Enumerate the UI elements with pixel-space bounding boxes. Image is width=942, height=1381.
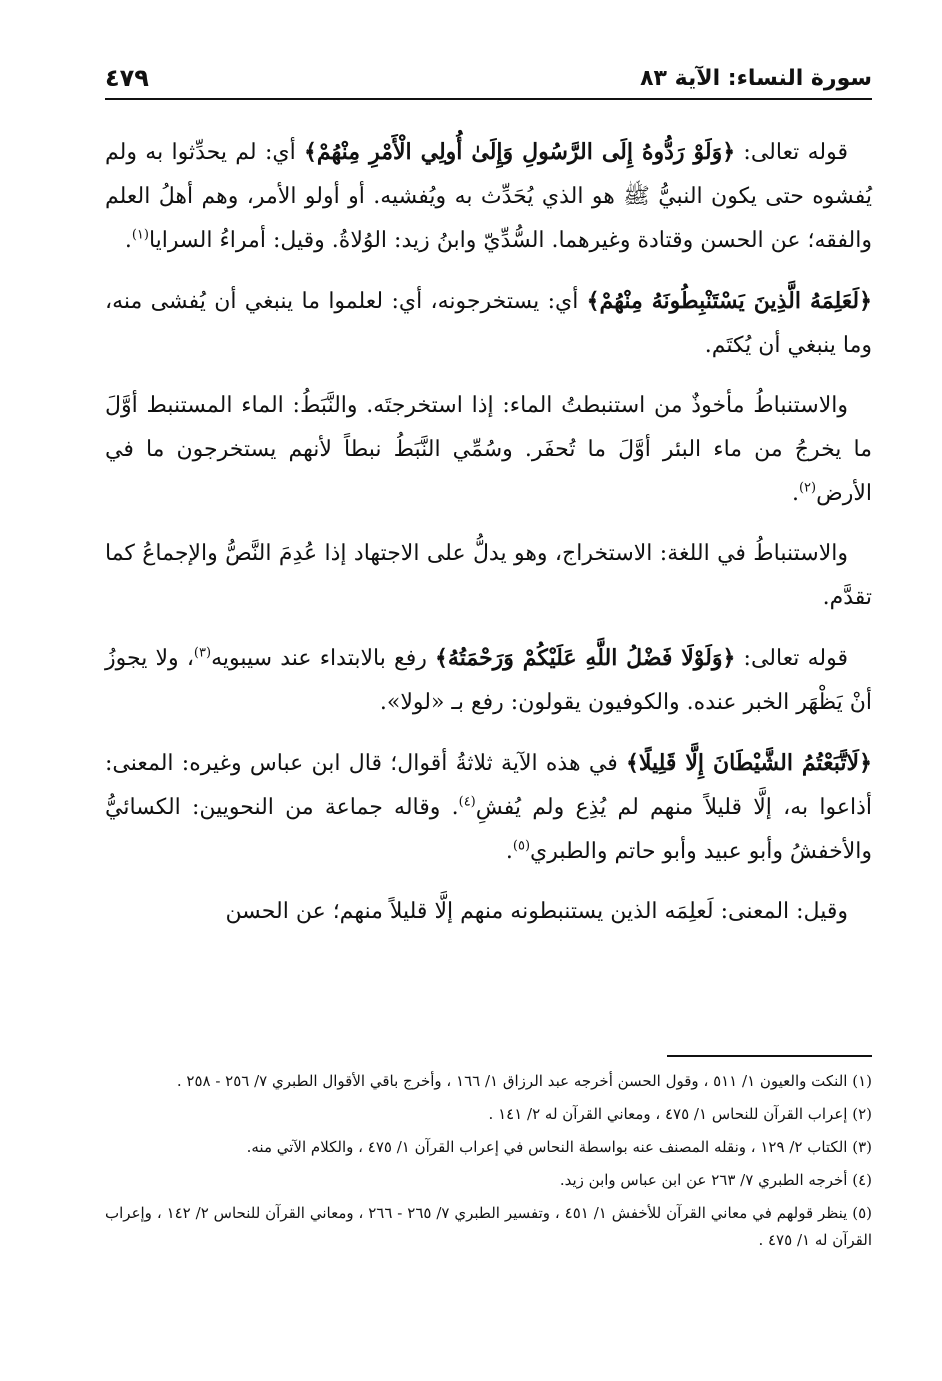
text-run: . xyxy=(505,839,513,864)
text-run: رفع بالابتداء عند سيبويه xyxy=(211,646,436,671)
paragraph xyxy=(105,130,872,263)
text-run: ، ولا يجوزُ أنْ يَظْهَر الخبر عنده. والكوفيون يقولون: رفع بـ «لولا». xyxy=(105,646,872,715)
text-run: وقيل: المعنى: لَعلِمَه الذين يستنبطونه منهم إلَّا قليلاً منهم؛ عن الحسن xyxy=(225,899,848,924)
footnote: (١) النكت والعيون ١/ ٥١١ ، وقول الحسن أخرجه عبد الرزاق ١/ ١٦٦ ، وأخرج باقي الأقوال الطبري ٧/ ٢٥٦ - ٢٥٨ . xyxy=(176,1072,872,1090)
text-run: . xyxy=(791,481,799,506)
quran-verse: ﴿وَلَوْلَا فَضْلُ اللَّهِ عَلَيْكُمْ وَرَحْمَتُهُ﴾ xyxy=(435,645,736,671)
footnote: (٤) أخرجه الطبري ٧/ ٢٦٣ عن ابن عباس وابن زيد. xyxy=(559,1171,872,1189)
footnote-separator xyxy=(667,1055,872,1057)
text-run: . xyxy=(124,228,132,253)
page-header xyxy=(105,58,872,100)
paragraph xyxy=(105,279,872,368)
quran-verse: ﴿وَلَوْ رَدُّوهُ إِلَى الرَّسُولِ وَإِلَىٰ أُولِي الْأَمْرِ مِنْهُمْ﴾ xyxy=(304,139,736,165)
quran-verse: ﴿لَاتَّبَعْتُمُ الشَّيْطَانَ إِلَّا قَلِيلًا﴾ xyxy=(625,750,872,776)
page-number: ٤٧٩ xyxy=(105,64,149,92)
quran-verse: ﴿لَعَلِمَهُ الَّذِينَ يَسْتَنْبِطُونَهُ مِنْهُمْ﴾ xyxy=(586,288,872,314)
text-run: أي: يستخرجونه، أي: لعلموا ما ينبغي أن يُفشى منه، وما ينبغي أن يُكتَم. xyxy=(105,289,872,358)
text-run: والاستنباطُ في اللغة: الاستخراج، وهو يدلُّ على الاجتهاد إذا عُدِمَ النَّصُّ والإجماعُ كما تقدَّم. xyxy=(105,541,872,610)
text-run: في هذه الآية ثلاثةُ أقوال؛ قال ابن عباس وغيره: المعنى: أذاعوا به، إلَّا قليلاً منهم لم يُذِع ولم يُفشِ xyxy=(105,751,872,820)
paragraph xyxy=(105,890,872,934)
main-text xyxy=(105,130,872,950)
paragraph xyxy=(105,384,872,516)
footnote-marker: (٢) xyxy=(798,480,817,496)
footnote-marker: (١) xyxy=(131,227,149,243)
running-title: سورة النساء: الآية ٨٣ xyxy=(640,65,872,91)
paragraph xyxy=(105,532,872,620)
footnotes xyxy=(105,1068,872,1260)
paragraph xyxy=(105,741,872,874)
footnote-marker: (٣) xyxy=(193,645,212,661)
footnote: (٢) إعراب القرآن للنحاس ١/ ٤٧٥ ، ومعاني القرآن له ٢/ ١٤١ . xyxy=(488,1105,872,1123)
text-run: أي: لم يحدِّثوا به ولم يُفشوه حتى يكون النبيُّ ﷺ هو الذي يُحَدِّث به ويُفشيه. أو أولو الأمر، وهم أهلُ العلم والفقه؛ عن الحسن وقتادة وغيرهما. السُّدِّيّ وابنُ زيد: الوُلاةُ. وقيل: أمراءُ السرايا xyxy=(105,140,872,253)
footnote: (٥) ينظر قولهم في معاني القرآن للأخفش ١/ ٤٥١ ، وتفسير الطبري ٧/ ٢٦٥ - ٢٦٦ ، ومعاني القرآن للنحاس ٢/ ١٤٢ ، وإعراب القرآن له ١/ ٤٧٥ . xyxy=(105,1204,872,1249)
text-run: والاستنباطُ مأخوذٌ من استنبطتُ الماء: إذا استخرجتَه. والنَّبَطُ: الماء المستنبط أوَّلَ ما يخرجُ من ماء البئر أوَّلَ ما تُحفَر. وسُمِّي النَّبَطُ نبطاً لأنهم يستخرجون ما في الأرض xyxy=(105,393,872,506)
footnote-marker: (٥) xyxy=(512,838,531,854)
text-run: . وقاله جماعة من النحويين: الكسائيُّ والأخفشُ وأبو عبيد وأبو حاتم والطبري xyxy=(105,795,872,864)
text-run: قوله تعالى: xyxy=(735,140,848,165)
paragraph xyxy=(105,636,872,725)
text-run: قوله تعالى: xyxy=(735,646,848,671)
footnote-marker: (٤) xyxy=(458,794,476,810)
footnote: (٣) الكتاب ٢/ ١٢٩ ، ونقله المصنف عنه بواسطة النحاس في إعراب القرآن ١/ ٤٧٥ ، والكلام الآتي منه. xyxy=(246,1138,872,1156)
